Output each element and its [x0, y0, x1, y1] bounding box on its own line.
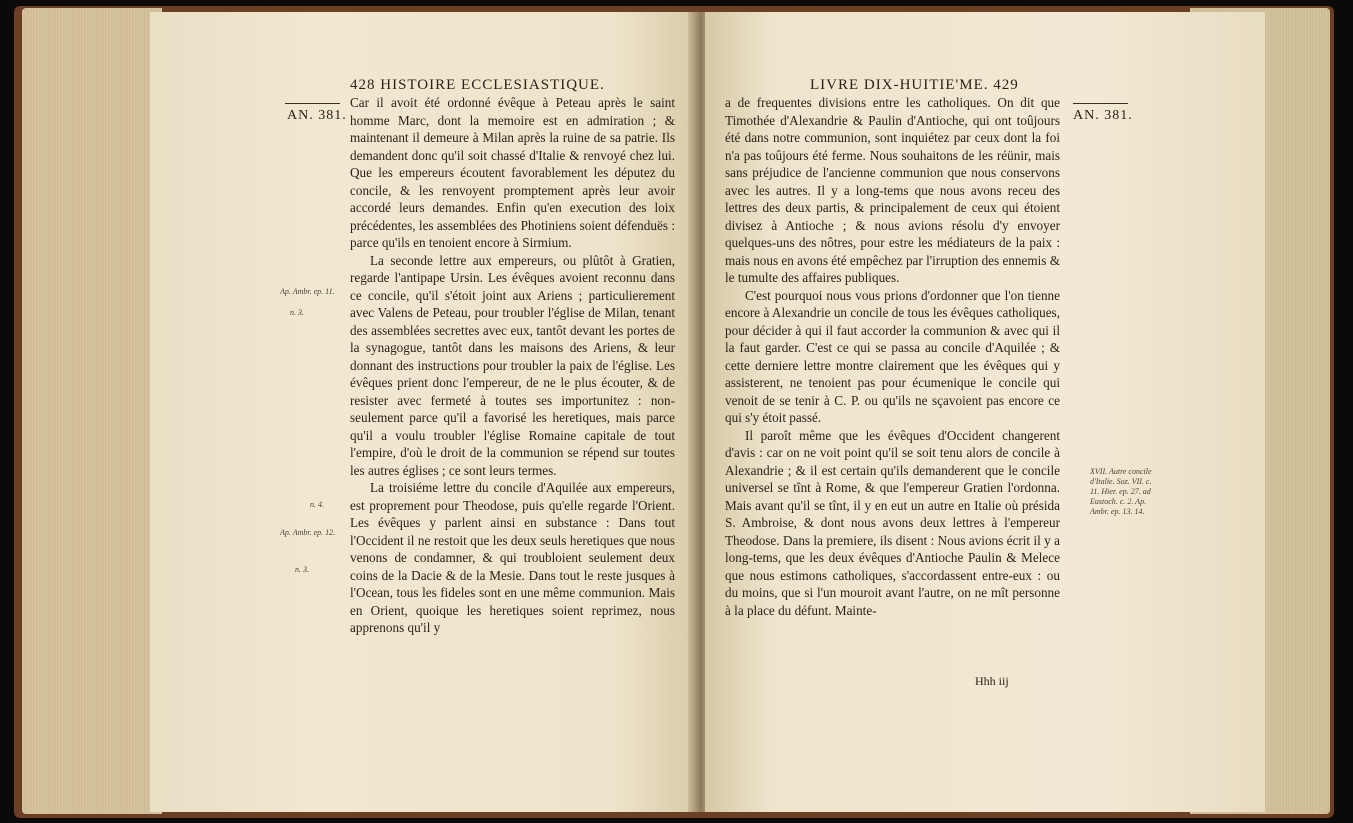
- left-margin-note: Ap. Ambr. ep. 12.: [280, 528, 336, 537]
- left-page: [150, 12, 695, 812]
- left-margin-note: n. 3.: [295, 565, 309, 574]
- paragraph: La troisiéme lettre du concile d'Aquilée aux empereurs, est proprement pour Theodose, puis qu'elle regarde l'Orient. Les évêques y parlent ainsi en substance : Dans tout l'Occident il ne restoit que les deux seuls heretiques que nous venons de condamner, & qui troubloient seulement deux coins de la Dacie & de la Mesie. Dans tout le reste jusques à l'Ocean, tous les fideles sont en une même communion. Mais en Orient, quoique les heretiques soient reprimez, nous apprenons qu'il y: [350, 480, 675, 635]
- paragraph: C'est pourquoi nous vous prions d'ordonner que l'on tienne encore à Alexandrie un concile de tous les évêques catholiques, pour décider à qui il faut accorder la communion & avec qui il la faut garder. C'est ce qui se passa au concile d'Aquilée ; & cette derniere lettre montre clairement que les évêques qui y assisterent, ne tenoient pas pour écumenique le concile qui venoit de se tenir à C. P. ou qu'ils ne sçavoient pas encore ce qui s'y étoit passé.: [725, 287, 1060, 425]
- signature-mark: Hhh iij: [975, 674, 1009, 688]
- left-page-edges: [22, 8, 162, 814]
- left-year-rule: [285, 103, 340, 104]
- right-running-header: LIVRE DIX-HUITIE'ME. 429: [810, 77, 1019, 93]
- right-margin-year: AN. 381.: [1073, 108, 1133, 123]
- paragraph: Il paroît même que les évêques d'Occident changerent d'avis : car on ne voit point qu'il se soit tenu alors de concile à Alexandrie ; & il est certain qu'ils demanderent que le concile universel se tînt à Rome, & que l'empereur Gratien l'ordonna. Mais avant qu'il se tînt, il y en eut un autre en Italie où présida S. Ambroise, & dont nous avons deux lettres à l'empereur Theodose. Dans la premiere, ils disent : Nous avions écrit il y a long-tems, que les deux évêques d'Antioche Paulin & Melece que nous estimons catholiques, s'accordassent entre-eux : ou du moins, que si l'un mouroit avant l'autre, on ne mît personne à la place du défunt. Mainte-: [725, 427, 1060, 618]
- right-margin-note: XVII. Autre concile d'Italie. Soz. VII. c. 11. Hier. ep. 27. ad Eustoch. c. 2. Ap. Ambr. ep. 13. 14.: [1090, 467, 1152, 516]
- left-running-header: 428 HISTOIRE ECCLESIASTIQUE.: [350, 77, 605, 93]
- right-page: [705, 12, 1265, 812]
- left-margin-note: Ap. Ambr. ep. 11.: [280, 287, 335, 296]
- paragraph: La seconde lettre aux empereurs, ou plûtôt à Gratien, regarde l'antipape Ursin. Les évêques avoient reconnu dans ce concile, qu'il s'étoit joint aux Ariens ; particulierement avec Valens de Peteau, pour troubler l'église de Milan, tenant des assemblées secrettes avec eux, tantôt devant les portes de la synagogue, tantôt dans les maisons des Ariens, & leur donnant des instructions pour troubler la paix de l'église. Les évêques prient donc l'empereur, de ne le plus écouter, & de resister avec fermeté à toutes ses importunitez : non-seulement parce qu'il a favorisé les heretiques, mais parce qu'il a voulu troubler l'église Romaine capitale de tout l'empire, d'où le droit de la communion se répend sur toutes les autres églises ; ce sont leurs termes.: [350, 252, 675, 478]
- right-year-rule: [1073, 103, 1128, 104]
- left-margin-note: n. 3.: [290, 308, 304, 317]
- paragraph: Car il avoit été ordonné évêque à Peteau après le saint homme Marc, dont la memoire est en admiration ; & maintenant il demeure à Milan après la ruine de sa patrie. Ils demandent donc qu'il soit chassé d'Italie & renvoyé chez lui. Que les empereurs écoutent favorablement les députez du concile, & les renvoyent promptement après leur avoir accordé leurs demandes. Enfin qu'en execution des loix précédentes, les assemblées des Photiniens soient défenduës : parce qu'ils en tenoient encore à Sirmium.: [350, 95, 675, 250]
- left-margin-note: n. 4.: [310, 500, 324, 509]
- left-margin-year: AN. 381.: [287, 108, 347, 123]
- paragraph: a de frequentes divisions entre les catholiques. On dit que Timothée d'Alexandrie & Paulin d'Antioche, qui ont toûjours été dans notre communion, sont inquiétez par ceux dont la foi n'a pas toûjours été ferme. Nous souhaitons de les réünir, mais sans préjudice de l'ancienne communion que nous conservons avec les autres. Il y a long-tems que nous avons receu des lettres des deux partis, & principalement de ceux qui étoient divisez à Antioche ; & nous avions résolu d'y envoyer quelques-uns des nôtres, pour estre les médiateurs de la paix : mais nous en avons été empêchez par l'irruption des ennemis & le tumulte des affaires publiques.: [725, 95, 1060, 285]
- right-body-text: [725, 94, 1060, 619]
- left-body-text: [350, 94, 675, 637]
